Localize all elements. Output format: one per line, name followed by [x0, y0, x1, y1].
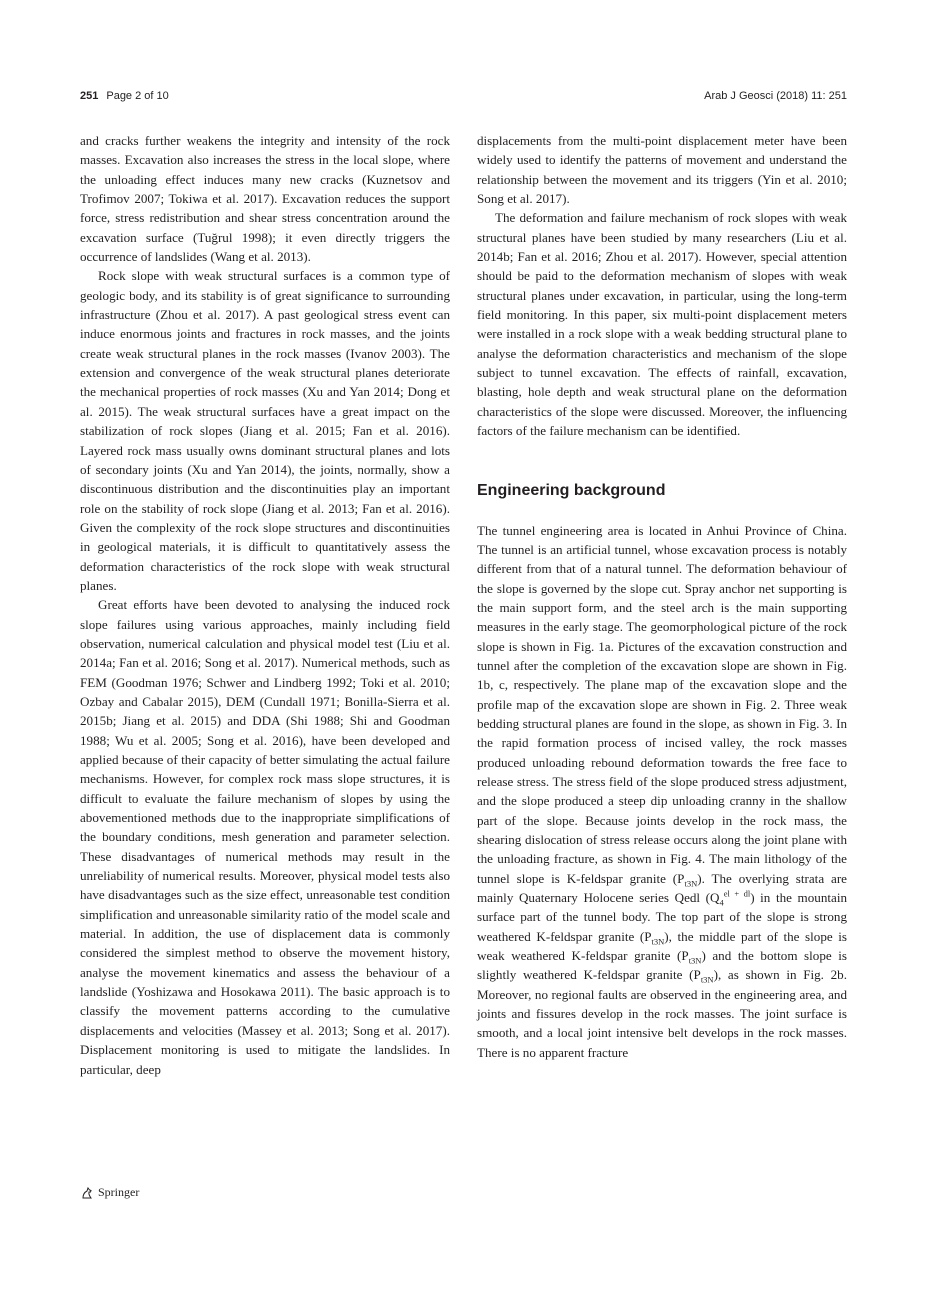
left-paragraph-1: and cracks further weakens the integrity and intensity of the rock masses. Excavation also increases the stress in the local slope, where the unloading effect induces many new cracks (Kuznetsov and Trofimov 2007; Tokiwa et al. 2017). Excavation reduces the support force, stress redistribution and shear stress concentration around the excavation surface (Tuğrul 1998); it even directly triggers the occurrence of landslides (Wang et al. 2013). — [80, 133, 450, 265]
section-heading: Engineering background — [477, 481, 666, 499]
granite-symbol-3: P — [681, 948, 689, 964]
right-paragraph-3: The tunnel engineering area is located in Anhui Province of China. The tunnel is an artificial tunnel, whose excavation process is notably different from that of a natural tunnel. The deformation behaviour of the slope is governed by the slope cut. Spray anchor net supporting is the main support form, and the steel arch is the main supporting measures in the early stage. The geomorphological picture of the rock slope is shown in Fig. 1a. Pictures of the excavation construction and tunnel after the completion of the excavation slope are shown in Fig. 1b, c, respectively. The plane map of the excavation slope and the profile map of the excavation slope are shown in Fig. 2. Three weak bedding structural planes are found in the slope, as shown in Fig. 3. In the rapid formation process of incised valley, the rock masses produced unloading rebound deformation towards the free face to release stress. The stress field of the slope produced stress adjustment, and the slope produced a steep dip unloading cranny in the shallow part of the slope. Because joints develop in the rock mass, the shearing dislocation of stress release occurs along the joint plane with the unloading fracture, as shown in Fig. 4. The main lithology of the tunnel slope is K-feldspar granite $(P_{t3N})$. The overlying strata are mainly Quaternary Holocene series Qedl $(Q_4^{el + dl})$ in the mountain surface part of the tunnel body. The top part of the slope is strong weathered K-feldspar granite $(P_{t3N})$, the middle part of the slope is weak weathered K-feldspar granite $(P_{t3N})$ and the bottom slope is slightly weathered K-feldspar granite $(P_{t3N})$, as shown in Fig. 2b. Moreover, no regional faults are observed in the engineering area, and joints and fissures develop in the rock masses. The joint surface is smooth, and a local joint intensive belt develops in the rock masses. There is no apparent fracture — [477, 522, 848, 1060]
granite-subscript-1: t3N — [684, 878, 698, 889]
left-paragraph-3: Great efforts have been devoted to analysing the induced rock slope failures using various approaches, mainly including field observation, numerical calculation and physical model test (Liu et al. 2014a; Fan et al. 2016; Song et al. 2017). Numerical methods, such as FEM (Goodman 1976; Schwer and Lindberg 1992; Toki et al. 2010; Ozbay and Cabalar 2015), DEM (Cundall 1971; Bonilla-Sierra et al. 2015b; Jiang et al. 2015) and DDA (Shi 1988; Shi and Goodman 1988; Wu et al. 2005; Song et al. 2016), have been developed and applied because of their capacity of better simulating the actual failure mechanisms. However, for complex rock mass slope structures, it is difficult to evaluate the failure mechanism of slopes by using the abovementioned methods due to the inappropriate simplifications of the boundary conditions, mesh generation and parameter selection. These disadvantages of numerical methods may result in the unreliability of numerical results. Moreover, physical model tests also have disadvantages such as the size effect, unreasonable test condition simplification and unreasonable similarity ratio of the model scale and material. In addition, the use of displacement data is commonly considered the simplest method to observe the movement history, analyse the movement kinematics and assess the behaviour of a landslide (Yoshizawa and Hosokawa 2011). The basic approach is to classify the movement patterns according to the cumulative displacements and velocities (Massey et al. 2013; Song et al. 2017). Displacement monitoring is used to mitigate the landslides. In particular, deep — [80, 597, 450, 1077]
para3-text-a: The tunnel engineering area is located in Anhui Province of China. The tunnel is an artificial tunnel, whose excavation process is notably different from that of a natural tunnel. The deformation behaviour of the slope is governed by the slope cut. Spray anchor net supporting is the main support form, and the steel arch is the main supporting measures in the early stage. The geomorphological picture of the rock slope is shown in Fig. 1a. Pictures of the excavation construction and tunnel after the completion of the excavation slope are shown in Fig. 1b, c, respectively. The plane map of the excavation slope and the profile map of the excavation slope are shown in Fig. 2. Three weak bedding structural planes are found in the slope, as shown in Fig. 3. In the rapid formation process of incised valley, the rock masses produced unloading rebound deformation towards the free face to release stress. The stress field of the slope produced stress adjustment, and the slope produced a steep dip unloading cranny in the shallow part of the slope. Because joints develop in the rock mass, the shearing dislocation of stress release occurs along the joint plane with the unloading fracture, as shown in Fig. 4. The main lithology of the tunnel slope is K-feldspar granite — [477, 522, 847, 886]
left-paragraph-2: Rock slope with weak structural surfaces is a common type of geologic body, and its stability is of great significance to surrounding infrastructure (Zhou et al. 2017). A past geological stress event can induce enormous joints and fractures in rock masses, and the joints create weak structural planes in the rock masses (Ivanov 2003). The extension and convergence of the weak structural planes deteriorate the mechanical properties of rock masses (Xu and Yan 2014; Dong et al. 2015). The weak structural surfaces have a great impact on the stabilization of rock slopes (Jiang et al. 2015; Fan et al. 2016). Layered rock mass usually owns dominant structural planes and lots of secondary joints (Xu and Yan 2014), the joints, normally, show a discontinuous distribution and the discontinuities play an important role on the stability of rock slope (Jiang et al. 2013; Fan et al. 2016). Given the complexity of the rock slope structures and discontinuities in geological materials, it is difficult to quantitatively assess the deformation characteristics of the rock slope with weak structural planes. — [80, 268, 450, 593]
qedl-superscript: el + dl — [723, 888, 751, 899]
granite-subscript-4: t3N — [700, 975, 714, 986]
springer-horse-icon — [80, 1186, 94, 1200]
publisher-name: Springer — [98, 1185, 140, 1199]
granite-subscript-3: t3N — [688, 955, 702, 966]
para3-text-f: , as shown in Fig. 2b. Moreover, no regional faults are observed in the engineering area, and joints and fissures develop in the rock masses. The joint surface is smooth, and a local joint intensive belt develops in the rock masses. There is no apparent fracture — [477, 967, 847, 1060]
qedl-subscript: 4 — [719, 897, 724, 908]
left-column — [80, 131, 450, 1079]
article-number: 251 — [80, 90, 99, 102]
granite-symbol-2: P — [644, 928, 652, 944]
granite-symbol-1: P — [677, 870, 685, 886]
right-column — [477, 131, 847, 1062]
para3-text-b: . The overlying strata are mainly Quaternary Holocene series Qedl — [477, 870, 847, 906]
journal-citation: Arab J Geosci (2018) 11: 251 — [704, 90, 847, 102]
right-paragraph-2: The deformation and failure mechanism of rock slopes with weak structural planes have been studied by many researchers (Liu et al. 2014b; Fan et al. 2016; Zhou et al. 2017). However, special attention should be paid to the deformation mechanism of slopes with weak structural planes under excavation, in particular, using the long-term field monitoring. In this paper, six multi-point displacement meters were installed in a rock slope with a weak bedding structural plane to analyse the deformation characteristics and mechanism of the slope subject to tunnel excavation. The effects of rainfall, excavation, blasting, hole depth and weak structural plane on the deformation characteristics of the slope were discussed. Moreover, the influencing factors of the failure mechanism can be identified. — [477, 210, 847, 439]
granite-subscript-2: t3N — [651, 936, 665, 947]
para3-text-e: and the bottom slope is slightly weathered K-feldspar granite — [477, 948, 847, 983]
para3-text-d: , the middle part of the slope is weak weathered K-feldspar granite — [477, 928, 847, 964]
right-paragraph-1: displacements from the multi-point displacement meter have been widely used to identify the patterns of movement and understand the relationship between the movement and its triggers (Yin et al. 2010; Song et al. 2017). — [477, 133, 847, 207]
qedl-base: Q — [710, 890, 720, 906]
granite-symbol-4: P — [693, 967, 701, 983]
header-left — [80, 90, 169, 102]
publisher-footer — [80, 1185, 139, 1200]
running-header — [80, 90, 847, 104]
page-label: Page 2 of 10 — [106, 90, 169, 102]
para3-text-c: in the mountain surface part of the tunnel body. The top part of the slope is strong weathered K-feldspar granite — [477, 890, 848, 944]
